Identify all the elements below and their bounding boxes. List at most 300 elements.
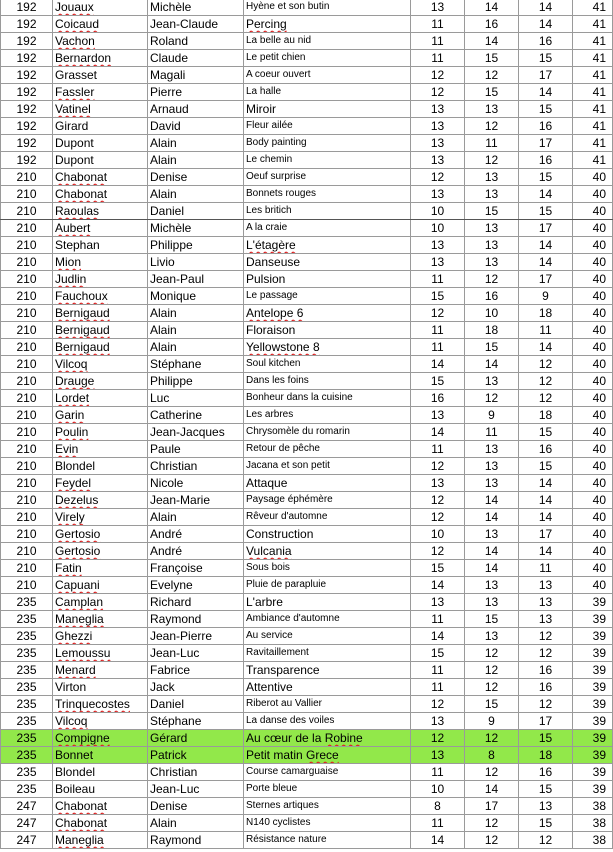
score-2-cell[interactable] xyxy=(465,169,519,186)
score-1-cell[interactable] xyxy=(411,339,465,356)
first-name-cell[interactable] xyxy=(148,543,244,560)
score-2-cell[interactable] xyxy=(465,441,519,458)
first-name-cell[interactable] xyxy=(148,645,244,662)
score-1-cell[interactable] xyxy=(411,220,465,237)
score-3-cell[interactable] xyxy=(519,118,573,135)
table-row[interactable] xyxy=(1,288,613,305)
first-name-cell[interactable] xyxy=(148,492,244,509)
total-cell[interactable] xyxy=(573,373,613,390)
photo-title-cell[interactable] xyxy=(244,220,411,237)
first-name-cell[interactable] xyxy=(148,628,244,645)
first-name-cell[interactable] xyxy=(148,271,244,288)
first-name-cell[interactable] xyxy=(148,458,244,475)
total-cell[interactable] xyxy=(573,407,613,424)
score-2-cell[interactable] xyxy=(465,798,519,815)
score-1-cell[interactable] xyxy=(411,135,465,152)
first-name-cell[interactable] xyxy=(148,832,244,849)
rank-cell[interactable] xyxy=(1,135,53,152)
score-3-cell[interactable] xyxy=(519,271,573,288)
total-cell[interactable] xyxy=(573,730,613,747)
rank-cell[interactable] xyxy=(1,424,53,441)
score-1-cell[interactable] xyxy=(411,781,465,798)
total-cell[interactable] xyxy=(573,67,613,84)
table-row[interactable] xyxy=(1,356,613,373)
last-name-cell[interactable] xyxy=(53,543,148,560)
table-row[interactable] xyxy=(1,781,613,798)
photo-title-cell[interactable] xyxy=(244,254,411,271)
score-1-cell[interactable] xyxy=(411,237,465,254)
score-2-cell[interactable] xyxy=(465,101,519,118)
last-name-cell[interactable] xyxy=(53,373,148,390)
photo-title-cell[interactable] xyxy=(244,475,411,492)
photo-title-cell[interactable] xyxy=(244,815,411,832)
score-3-cell[interactable] xyxy=(519,815,573,832)
score-1-cell[interactable] xyxy=(411,441,465,458)
rank-cell[interactable] xyxy=(1,390,53,407)
score-2-cell[interactable] xyxy=(465,203,519,220)
last-name-cell[interactable] xyxy=(53,0,148,16)
score-3-cell[interactable] xyxy=(519,628,573,645)
photo-title-cell[interactable] xyxy=(244,696,411,713)
score-2-cell[interactable] xyxy=(465,594,519,611)
photo-title-cell[interactable] xyxy=(244,373,411,390)
score-3-cell[interactable] xyxy=(519,305,573,322)
score-2-cell[interactable] xyxy=(465,288,519,305)
score-1-cell[interactable] xyxy=(411,662,465,679)
last-name-cell[interactable] xyxy=(53,305,148,322)
table-row[interactable] xyxy=(1,679,613,696)
rank-cell[interactable] xyxy=(1,798,53,815)
score-3-cell[interactable] xyxy=(519,33,573,50)
rank-cell[interactable] xyxy=(1,747,53,764)
score-2-cell[interactable] xyxy=(465,271,519,288)
rank-cell[interactable] xyxy=(1,696,53,713)
first-name-cell[interactable] xyxy=(148,16,244,33)
rank-cell[interactable] xyxy=(1,679,53,696)
score-3-cell[interactable] xyxy=(519,16,573,33)
last-name-cell[interactable] xyxy=(53,356,148,373)
photo-title-cell[interactable] xyxy=(244,764,411,781)
total-cell[interactable] xyxy=(573,713,613,730)
first-name-cell[interactable] xyxy=(148,526,244,543)
table-row[interactable] xyxy=(1,407,613,424)
score-3-cell[interactable] xyxy=(519,356,573,373)
score-2-cell[interactable] xyxy=(465,679,519,696)
total-cell[interactable] xyxy=(573,509,613,526)
photo-title-cell[interactable] xyxy=(244,492,411,509)
first-name-cell[interactable] xyxy=(148,203,244,220)
first-name-cell[interactable] xyxy=(148,696,244,713)
rank-cell[interactable] xyxy=(1,322,53,339)
score-2-cell[interactable] xyxy=(465,390,519,407)
table-row[interactable] xyxy=(1,16,613,33)
table-row[interactable] xyxy=(1,594,613,611)
score-1-cell[interactable] xyxy=(411,543,465,560)
table-row[interactable] xyxy=(1,560,613,577)
score-3-cell[interactable] xyxy=(519,407,573,424)
rank-cell[interactable] xyxy=(1,373,53,390)
last-name-cell[interactable] xyxy=(53,747,148,764)
score-1-cell[interactable] xyxy=(411,305,465,322)
total-cell[interactable] xyxy=(573,33,613,50)
first-name-cell[interactable] xyxy=(148,424,244,441)
score-1-cell[interactable] xyxy=(411,696,465,713)
score-3-cell[interactable] xyxy=(519,696,573,713)
score-3-cell[interactable] xyxy=(519,577,573,594)
score-2-cell[interactable] xyxy=(465,781,519,798)
photo-title-cell[interactable] xyxy=(244,509,411,526)
table-row[interactable] xyxy=(1,390,613,407)
score-2-cell[interactable] xyxy=(465,186,519,203)
photo-title-cell[interactable] xyxy=(244,16,411,33)
last-name-cell[interactable] xyxy=(53,441,148,458)
first-name-cell[interactable] xyxy=(148,67,244,84)
score-3-cell[interactable] xyxy=(519,220,573,237)
score-2-cell[interactable] xyxy=(465,696,519,713)
score-1-cell[interactable] xyxy=(411,101,465,118)
rank-cell[interactable] xyxy=(1,220,53,237)
table-row[interactable] xyxy=(1,33,613,50)
first-name-cell[interactable] xyxy=(148,0,244,16)
photo-title-cell[interactable] xyxy=(244,730,411,747)
rank-cell[interactable] xyxy=(1,560,53,577)
table-row[interactable] xyxy=(1,254,613,271)
photo-title-cell[interactable] xyxy=(244,322,411,339)
score-3-cell[interactable] xyxy=(519,390,573,407)
photo-title-cell[interactable] xyxy=(244,135,411,152)
total-cell[interactable] xyxy=(573,543,613,560)
rank-cell[interactable] xyxy=(1,118,53,135)
last-name-cell[interactable] xyxy=(53,118,148,135)
photo-title-cell[interactable] xyxy=(244,628,411,645)
photo-title-cell[interactable] xyxy=(244,0,411,16)
score-3-cell[interactable] xyxy=(519,645,573,662)
table-row[interactable] xyxy=(1,696,613,713)
score-2-cell[interactable] xyxy=(465,628,519,645)
rank-cell[interactable] xyxy=(1,662,53,679)
last-name-cell[interactable] xyxy=(53,815,148,832)
photo-title-cell[interactable] xyxy=(244,169,411,186)
rank-cell[interactable] xyxy=(1,271,53,288)
last-name-cell[interactable] xyxy=(53,101,148,118)
photo-title-cell[interactable] xyxy=(244,186,411,203)
score-1-cell[interactable] xyxy=(411,713,465,730)
score-3-cell[interactable] xyxy=(519,458,573,475)
first-name-cell[interactable] xyxy=(148,509,244,526)
first-name-cell[interactable] xyxy=(148,577,244,594)
score-3-cell[interactable] xyxy=(519,339,573,356)
score-2-cell[interactable] xyxy=(465,16,519,33)
score-1-cell[interactable] xyxy=(411,492,465,509)
first-name-cell[interactable] xyxy=(148,747,244,764)
score-3-cell[interactable] xyxy=(519,781,573,798)
photo-title-cell[interactable] xyxy=(244,339,411,356)
rank-cell[interactable] xyxy=(1,611,53,628)
first-name-cell[interactable] xyxy=(148,254,244,271)
table-row[interactable] xyxy=(1,186,613,203)
last-name-cell[interactable] xyxy=(53,288,148,305)
table-row[interactable] xyxy=(1,815,613,832)
photo-title-cell[interactable] xyxy=(244,526,411,543)
last-name-cell[interactable] xyxy=(53,492,148,509)
score-3-cell[interactable] xyxy=(519,730,573,747)
score-1-cell[interactable] xyxy=(411,84,465,101)
last-name-cell[interactable] xyxy=(53,577,148,594)
score-1-cell[interactable] xyxy=(411,424,465,441)
rank-cell[interactable] xyxy=(1,305,53,322)
photo-title-cell[interactable] xyxy=(244,441,411,458)
first-name-cell[interactable] xyxy=(148,611,244,628)
last-name-cell[interactable] xyxy=(53,526,148,543)
total-cell[interactable] xyxy=(573,679,613,696)
rank-cell[interactable] xyxy=(1,781,53,798)
score-3-cell[interactable] xyxy=(519,237,573,254)
photo-title-cell[interactable] xyxy=(244,713,411,730)
rank-cell[interactable] xyxy=(1,526,53,543)
table-row[interactable] xyxy=(1,84,613,101)
score-1-cell[interactable] xyxy=(411,356,465,373)
first-name-cell[interactable] xyxy=(148,169,244,186)
photo-title-cell[interactable] xyxy=(244,84,411,101)
table-row[interactable] xyxy=(1,798,613,815)
total-cell[interactable] xyxy=(573,220,613,237)
score-1-cell[interactable] xyxy=(411,152,465,169)
last-name-cell[interactable] xyxy=(53,798,148,815)
total-cell[interactable] xyxy=(573,628,613,645)
score-2-cell[interactable] xyxy=(465,356,519,373)
table-row[interactable] xyxy=(1,135,613,152)
table-row[interactable] xyxy=(1,305,613,322)
first-name-cell[interactable] xyxy=(148,356,244,373)
rank-cell[interactable] xyxy=(1,101,53,118)
score-1-cell[interactable] xyxy=(411,322,465,339)
last-name-cell[interactable] xyxy=(53,594,148,611)
first-name-cell[interactable] xyxy=(148,390,244,407)
last-name-cell[interactable] xyxy=(53,390,148,407)
table-row[interactable] xyxy=(1,509,613,526)
photo-title-cell[interactable] xyxy=(244,101,411,118)
last-name-cell[interactable] xyxy=(53,84,148,101)
score-2-cell[interactable] xyxy=(465,526,519,543)
last-name-cell[interactable] xyxy=(53,16,148,33)
table-row[interactable] xyxy=(1,339,613,356)
total-cell[interactable] xyxy=(573,611,613,628)
score-2-cell[interactable] xyxy=(465,645,519,662)
rank-cell[interactable] xyxy=(1,832,53,849)
score-3-cell[interactable] xyxy=(519,84,573,101)
table-row[interactable] xyxy=(1,101,613,118)
last-name-cell[interactable] xyxy=(53,254,148,271)
score-2-cell[interactable] xyxy=(465,458,519,475)
score-2-cell[interactable] xyxy=(465,764,519,781)
first-name-cell[interactable] xyxy=(148,781,244,798)
rank-cell[interactable] xyxy=(1,50,53,67)
first-name-cell[interactable] xyxy=(148,441,244,458)
photo-title-cell[interactable] xyxy=(244,832,411,849)
total-cell[interactable] xyxy=(573,458,613,475)
first-name-cell[interactable] xyxy=(148,475,244,492)
photo-title-cell[interactable] xyxy=(244,271,411,288)
table-row[interactable] xyxy=(1,543,613,560)
table-row[interactable] xyxy=(1,628,613,645)
score-2-cell[interactable] xyxy=(465,611,519,628)
score-3-cell[interactable] xyxy=(519,169,573,186)
last-name-cell[interactable] xyxy=(53,662,148,679)
first-name-cell[interactable] xyxy=(148,798,244,815)
score-2-cell[interactable] xyxy=(465,713,519,730)
total-cell[interactable] xyxy=(573,322,613,339)
last-name-cell[interactable] xyxy=(53,50,148,67)
score-3-cell[interactable] xyxy=(519,594,573,611)
last-name-cell[interactable] xyxy=(53,33,148,50)
total-cell[interactable] xyxy=(573,186,613,203)
total-cell[interactable] xyxy=(573,50,613,67)
table-row[interactable] xyxy=(1,747,613,764)
score-2-cell[interactable] xyxy=(465,560,519,577)
first-name-cell[interactable] xyxy=(148,322,244,339)
rank-cell[interactable] xyxy=(1,628,53,645)
photo-title-cell[interactable] xyxy=(244,781,411,798)
score-3-cell[interactable] xyxy=(519,543,573,560)
photo-title-cell[interactable] xyxy=(244,424,411,441)
score-2-cell[interactable] xyxy=(465,0,519,16)
score-1-cell[interactable] xyxy=(411,186,465,203)
total-cell[interactable] xyxy=(573,424,613,441)
last-name-cell[interactable] xyxy=(53,339,148,356)
total-cell[interactable] xyxy=(573,764,613,781)
total-cell[interactable] xyxy=(573,356,613,373)
photo-title-cell[interactable] xyxy=(244,679,411,696)
photo-title-cell[interactable] xyxy=(244,662,411,679)
photo-title-cell[interactable] xyxy=(244,747,411,764)
score-3-cell[interactable] xyxy=(519,101,573,118)
score-1-cell[interactable] xyxy=(411,373,465,390)
table-row[interactable] xyxy=(1,526,613,543)
last-name-cell[interactable] xyxy=(53,203,148,220)
rank-cell[interactable] xyxy=(1,203,53,220)
score-3-cell[interactable] xyxy=(519,679,573,696)
score-2-cell[interactable] xyxy=(465,832,519,849)
score-3-cell[interactable] xyxy=(519,526,573,543)
first-name-cell[interactable] xyxy=(148,339,244,356)
first-name-cell[interactable] xyxy=(148,373,244,390)
last-name-cell[interactable] xyxy=(53,509,148,526)
rank-cell[interactable] xyxy=(1,84,53,101)
score-1-cell[interactable] xyxy=(411,764,465,781)
score-3-cell[interactable] xyxy=(519,254,573,271)
score-1-cell[interactable] xyxy=(411,577,465,594)
last-name-cell[interactable] xyxy=(53,186,148,203)
score-1-cell[interactable] xyxy=(411,509,465,526)
photo-title-cell[interactable] xyxy=(244,118,411,135)
score-3-cell[interactable] xyxy=(519,798,573,815)
rank-cell[interactable] xyxy=(1,594,53,611)
first-name-cell[interactable] xyxy=(148,662,244,679)
total-cell[interactable] xyxy=(573,84,613,101)
score-2-cell[interactable] xyxy=(465,424,519,441)
score-1-cell[interactable] xyxy=(411,611,465,628)
rank-cell[interactable] xyxy=(1,577,53,594)
total-cell[interactable] xyxy=(573,594,613,611)
photo-title-cell[interactable] xyxy=(244,203,411,220)
score-3-cell[interactable] xyxy=(519,152,573,169)
score-2-cell[interactable] xyxy=(465,50,519,67)
total-cell[interactable] xyxy=(573,441,613,458)
photo-title-cell[interactable] xyxy=(244,152,411,169)
photo-title-cell[interactable] xyxy=(244,611,411,628)
table-row[interactable] xyxy=(1,0,613,16)
total-cell[interactable] xyxy=(573,0,613,16)
score-1-cell[interactable] xyxy=(411,16,465,33)
total-cell[interactable] xyxy=(573,288,613,305)
score-2-cell[interactable] xyxy=(465,305,519,322)
table-row[interactable] xyxy=(1,832,613,849)
last-name-cell[interactable] xyxy=(53,679,148,696)
score-2-cell[interactable] xyxy=(465,339,519,356)
score-3-cell[interactable] xyxy=(519,373,573,390)
rank-cell[interactable] xyxy=(1,16,53,33)
table-row[interactable] xyxy=(1,713,613,730)
last-name-cell[interactable] xyxy=(53,67,148,84)
last-name-cell[interactable] xyxy=(53,458,148,475)
rank-cell[interactable] xyxy=(1,33,53,50)
score-3-cell[interactable] xyxy=(519,0,573,16)
score-1-cell[interactable] xyxy=(411,679,465,696)
score-2-cell[interactable] xyxy=(465,730,519,747)
score-1-cell[interactable] xyxy=(411,254,465,271)
last-name-cell[interactable] xyxy=(53,424,148,441)
score-3-cell[interactable] xyxy=(519,764,573,781)
score-2-cell[interactable] xyxy=(465,662,519,679)
photo-title-cell[interactable] xyxy=(244,798,411,815)
rank-cell[interactable] xyxy=(1,764,53,781)
first-name-cell[interactable] xyxy=(148,220,244,237)
total-cell[interactable] xyxy=(573,152,613,169)
total-cell[interactable] xyxy=(573,118,613,135)
last-name-cell[interactable] xyxy=(53,832,148,849)
last-name-cell[interactable] xyxy=(53,696,148,713)
score-2-cell[interactable] xyxy=(465,237,519,254)
score-3-cell[interactable] xyxy=(519,135,573,152)
score-1-cell[interactable] xyxy=(411,594,465,611)
table-row[interactable] xyxy=(1,237,613,254)
table-row[interactable] xyxy=(1,169,613,186)
total-cell[interactable] xyxy=(573,696,613,713)
rank-cell[interactable] xyxy=(1,645,53,662)
total-cell[interactable] xyxy=(573,662,613,679)
first-name-cell[interactable] xyxy=(148,33,244,50)
score-1-cell[interactable] xyxy=(411,560,465,577)
photo-title-cell[interactable] xyxy=(244,645,411,662)
total-cell[interactable] xyxy=(573,305,613,322)
total-cell[interactable] xyxy=(573,237,613,254)
rank-cell[interactable] xyxy=(1,152,53,169)
rank-cell[interactable] xyxy=(1,67,53,84)
total-cell[interactable] xyxy=(573,203,613,220)
score-1-cell[interactable] xyxy=(411,118,465,135)
score-1-cell[interactable] xyxy=(411,33,465,50)
last-name-cell[interactable] xyxy=(53,220,148,237)
first-name-cell[interactable] xyxy=(148,135,244,152)
table-row[interactable] xyxy=(1,67,613,84)
photo-title-cell[interactable] xyxy=(244,407,411,424)
rank-cell[interactable] xyxy=(1,288,53,305)
score-1-cell[interactable] xyxy=(411,50,465,67)
table-row[interactable] xyxy=(1,492,613,509)
total-cell[interactable] xyxy=(573,526,613,543)
score-2-cell[interactable] xyxy=(465,322,519,339)
rank-cell[interactable] xyxy=(1,713,53,730)
